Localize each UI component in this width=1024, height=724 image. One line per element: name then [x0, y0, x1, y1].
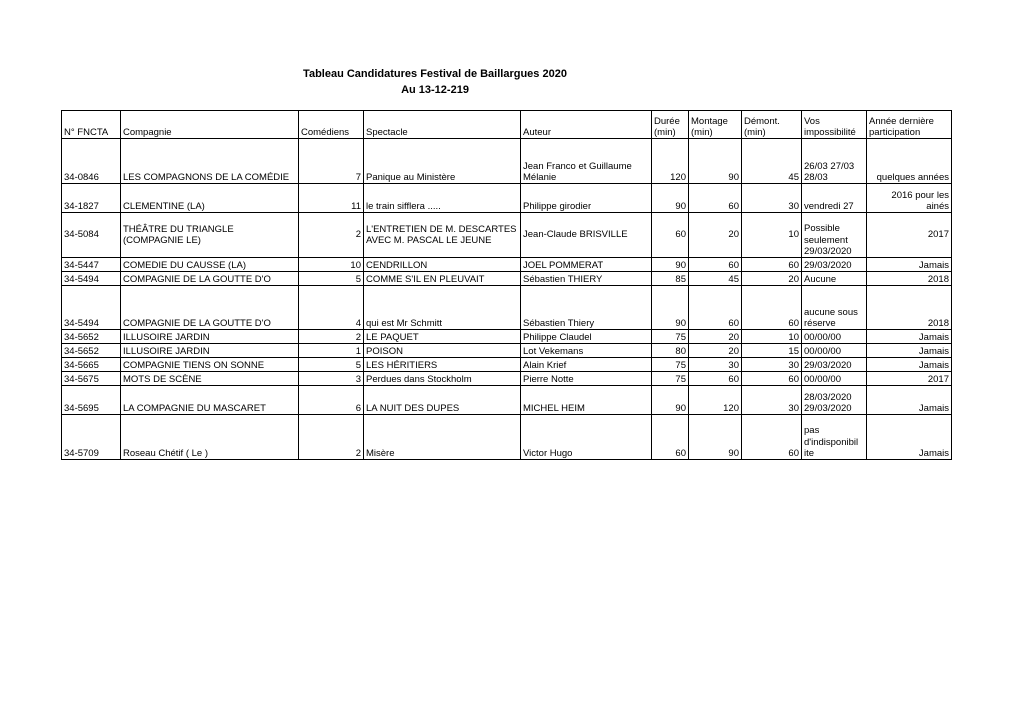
cell-demont: 20 — [742, 272, 802, 286]
cell-compagnie: ILLUSOIRE JARDIN — [121, 330, 299, 344]
cell-duree: 90 — [652, 386, 689, 415]
cell-montage: 120 — [689, 386, 742, 415]
cell-compagnie: ILLUSOIRE JARDIN — [121, 344, 299, 358]
cell-num: 34-5494 — [62, 272, 121, 286]
cell-compagnie: LES COMPAGNONS DE LA COMÉDIE — [121, 139, 299, 184]
cell-demont: 60 — [742, 415, 802, 460]
cell-auteur: Philippe Claudel — [521, 330, 652, 344]
cell-compagnie: LA COMPAGNIE DU MASCARET — [121, 386, 299, 415]
table-row — [62, 258, 952, 272]
cell-compagnie: MOTS DE SCÈNE — [121, 372, 299, 386]
table-row — [62, 415, 952, 460]
cell-vos: Aucune — [802, 272, 867, 286]
header-annee — [867, 111, 952, 139]
cell-comediens: 4 — [299, 286, 364, 330]
cell-vos: vendredi 27 — [802, 184, 867, 213]
cell-montage: 20 — [689, 344, 742, 358]
cell-duree: 120 — [652, 139, 689, 184]
cell-compagnie: Roseau Chétif ( Le ) — [121, 415, 299, 460]
cell-demont: 30 — [742, 358, 802, 372]
cell-comediens: 5 — [299, 358, 364, 372]
header-montage-line1: Montage — [691, 115, 728, 127]
document-subtitle: Au 13-12-219 — [401, 84, 469, 96]
header-annee-line1: Année dernière — [869, 115, 934, 127]
cell-auteur: Jean-Claude BRISVILLE — [521, 213, 652, 258]
cell-montage: 30 — [689, 358, 742, 372]
cell-duree: 90 — [652, 258, 689, 272]
header-duree-line2: (min) — [654, 126, 676, 138]
cell-montage: 60 — [689, 258, 742, 272]
header-vos-line2: impossibilité — [804, 126, 856, 138]
cell-vos: pas d'indisponibil ite — [802, 415, 867, 460]
cell-annee: 2018 — [867, 286, 952, 330]
cell-auteur: Alain Krief — [521, 358, 652, 372]
header-spectacle: Spectacle — [364, 111, 521, 139]
table-row — [62, 344, 952, 358]
cell-vos: 29/03/2020 — [802, 358, 867, 372]
cell-montage: 60 — [689, 286, 742, 330]
cell-vos: 28/03/2020 29/03/2020 — [802, 386, 867, 415]
cell-demont: 60 — [742, 258, 802, 272]
cell-num: 34-0846 — [62, 139, 121, 184]
cell-demont: 10 — [742, 330, 802, 344]
cell-spectacle: LES HÉRITIERS — [364, 358, 521, 372]
cell-vos: Possible seulement 29/03/2020 — [802, 213, 867, 258]
cell-auteur: Victor Hugo — [521, 415, 652, 460]
cell-spectacle: LA NUIT DES DUPES — [364, 386, 521, 415]
cell-montage: 20 — [689, 330, 742, 344]
cell-annee: 2018 — [867, 272, 952, 286]
cell-auteur: Sébastien THIERY — [521, 272, 652, 286]
cell-montage: 20 — [689, 213, 742, 258]
header-auteur: Auteur — [521, 111, 652, 139]
cell-comediens: 7 — [299, 139, 364, 184]
cell-spectacle: qui est Mr Schmitt — [364, 286, 521, 330]
cell-num: 34-5675 — [62, 372, 121, 386]
cell-montage: 45 — [689, 272, 742, 286]
cell-duree: 90 — [652, 286, 689, 330]
cell-comediens: 5 — [299, 272, 364, 286]
document-title: Tableau Candidatures Festival de Baillargues 2020 — [303, 68, 567, 80]
table-row — [62, 386, 952, 415]
cell-demont: 15 — [742, 344, 802, 358]
cell-auteur: JOEL POMMERAT — [521, 258, 652, 272]
applications-table — [61, 110, 952, 460]
cell-auteur: Pierre Notte — [521, 372, 652, 386]
cell-spectacle: LE PAQUET — [364, 330, 521, 344]
cell-duree: 60 — [652, 415, 689, 460]
cell-compagnie: COMPAGNIE DE LA GOUTTE D'O — [121, 286, 299, 330]
cell-spectacle: COMME S'IL EN PLEUVAIT — [364, 272, 521, 286]
header-duree — [652, 111, 689, 139]
header-montage-line2: (min) — [691, 126, 713, 138]
cell-demont: 60 — [742, 286, 802, 330]
table-row — [62, 330, 952, 344]
cell-spectacle: L'ENTRETIEN DE M. DESCARTES AVEC M. PASCAL LE JEUNE — [364, 213, 521, 258]
header-annee-line2: participation — [869, 126, 921, 138]
cell-montage: 60 — [689, 184, 742, 213]
cell-comediens: 1 — [299, 344, 364, 358]
cell-duree: 75 — [652, 372, 689, 386]
cell-comediens: 2 — [299, 415, 364, 460]
cell-annee: Jamais — [867, 386, 952, 415]
header-num: N° FNCTA — [62, 111, 121, 139]
cell-spectacle: POISON — [364, 344, 521, 358]
cell-comediens: 2 — [299, 213, 364, 258]
cell-spectacle: Perdues dans Stockholm — [364, 372, 521, 386]
cell-duree: 60 — [652, 213, 689, 258]
cell-annee: 2017 — [867, 372, 952, 386]
cell-comediens: 10 — [299, 258, 364, 272]
table-row — [62, 139, 952, 184]
header-demont-line1: Démont. — [744, 115, 780, 127]
table-row — [62, 286, 952, 330]
cell-spectacle: Panique au Ministère — [364, 139, 521, 184]
cell-num: 34-1827 — [62, 184, 121, 213]
cell-compagnie: COMPAGNIE TIENS ON SONNE — [121, 358, 299, 372]
cell-annee: quelques années — [867, 139, 952, 184]
cell-montage: 90 — [689, 139, 742, 184]
cell-compagnie: COMPAGNIE DE LA GOUTTE D'O — [121, 272, 299, 286]
header-duree-line1: Durée — [654, 115, 680, 127]
cell-comediens: 6 — [299, 386, 364, 415]
header-row — [62, 111, 952, 139]
table-row — [62, 213, 952, 258]
header-vos — [802, 111, 867, 139]
cell-comediens: 3 — [299, 372, 364, 386]
header-compagnie: Compagnie — [121, 111, 299, 139]
cell-annee: Jamais — [867, 330, 952, 344]
cell-compagnie: CLEMENTINE (LA) — [121, 184, 299, 213]
cell-annee: Jamais — [867, 344, 952, 358]
cell-auteur: Philippe girodier — [521, 184, 652, 213]
cell-vos: 00/00/00 — [802, 372, 867, 386]
cell-vos: 00/00/00 — [802, 330, 867, 344]
cell-duree: 75 — [652, 358, 689, 372]
cell-auteur: MICHEL HEIM — [521, 386, 652, 415]
cell-demont: 45 — [742, 139, 802, 184]
cell-num: 34-5665 — [62, 358, 121, 372]
cell-auteur: Sébastien Thiery — [521, 286, 652, 330]
cell-comediens: 11 — [299, 184, 364, 213]
header-comediens: Comédiens — [299, 111, 364, 139]
cell-duree: 80 — [652, 344, 689, 358]
cell-annee: Jamais — [867, 258, 952, 272]
cell-num: 34-5494 — [62, 286, 121, 330]
cell-demont: 10 — [742, 213, 802, 258]
cell-annee: 2016 pour les ainés — [867, 184, 952, 213]
cell-num: 34-5084 — [62, 213, 121, 258]
table-row — [62, 372, 952, 386]
cell-auteur: Lot Vekemans — [521, 344, 652, 358]
cell-num: 34-5695 — [62, 386, 121, 415]
cell-spectacle: Misère — [364, 415, 521, 460]
cell-spectacle: CENDRILLON — [364, 258, 521, 272]
cell-compagnie: THÉÂTRE DU TRIANGLE (COMPAGNIE LE) — [121, 213, 299, 258]
cell-spectacle: le train sifflera ..... — [364, 184, 521, 213]
cell-vos: 29/03/2020 — [802, 258, 867, 272]
cell-duree: 75 — [652, 330, 689, 344]
cell-vos: 00/00/00 — [802, 344, 867, 358]
header-vos-line1: Vos — [804, 115, 820, 127]
cell-demont: 60 — [742, 372, 802, 386]
cell-demont: 30 — [742, 184, 802, 213]
cell-duree: 85 — [652, 272, 689, 286]
table-row — [62, 184, 952, 213]
table-row — [62, 272, 952, 286]
cell-annee: Jamais — [867, 415, 952, 460]
cell-vos: aucune sous réserve — [802, 286, 867, 330]
cell-comediens: 2 — [299, 330, 364, 344]
cell-duree: 90 — [652, 184, 689, 213]
cell-demont: 30 — [742, 386, 802, 415]
cell-compagnie: COMEDIE DU CAUSSE (LA) — [121, 258, 299, 272]
cell-num: 34-5447 — [62, 258, 121, 272]
cell-num: 34-5709 — [62, 415, 121, 460]
cell-montage: 60 — [689, 372, 742, 386]
cell-vos: 26/03 27/03 28/03 — [802, 139, 867, 184]
cell-num: 34-5652 — [62, 330, 121, 344]
cell-num: 34-5652 — [62, 344, 121, 358]
cell-montage: 90 — [689, 415, 742, 460]
cell-auteur: Jean Franco et Guillaume Mélanie — [521, 139, 652, 184]
header-demont-line2: (min) — [744, 126, 766, 138]
table-row — [62, 358, 952, 372]
cell-annee: Jamais — [867, 358, 952, 372]
cell-annee: 2017 — [867, 213, 952, 258]
header-montage — [689, 111, 742, 139]
header-demont — [742, 111, 802, 139]
